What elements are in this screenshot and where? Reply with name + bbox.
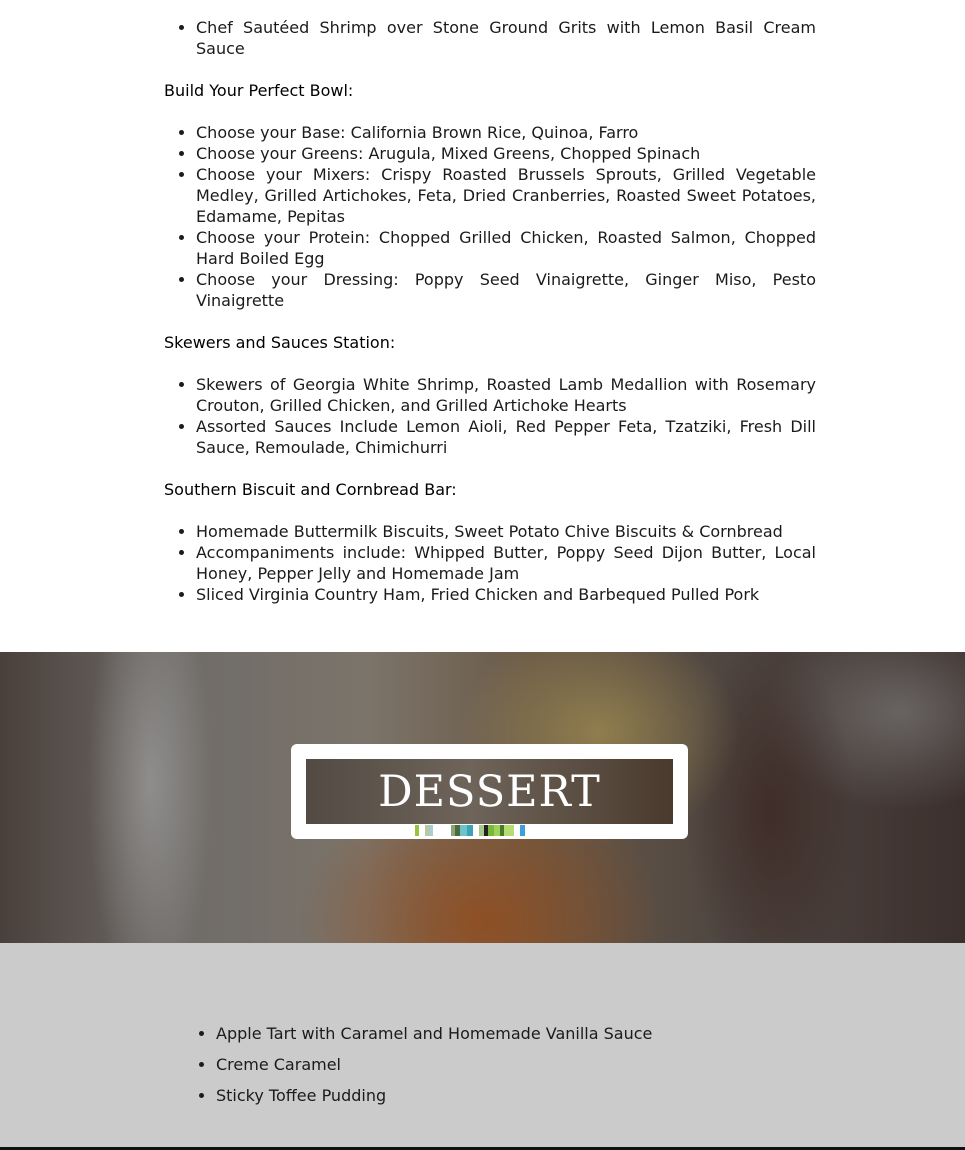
dessert-title: DESSERT <box>378 766 601 817</box>
section-heading-skewers: Skewers and Sauces Station: <box>164 333 396 352</box>
list-item: • Accompaniments include: Whipped Butter, Poppy Seed Dijon Butter, Local Honey, Pepper Jelly and Homemade Jam <box>196 542 816 584</box>
stripe <box>460 825 467 836</box>
top-menu-list <box>164 17 816 59</box>
dessert-title-box <box>306 759 673 824</box>
list-item: • Choose your Mixers: Crispy Roasted Brussels Sprouts, Grilled Vegetable Medley, Grilled Artichokes, Feta, Dried Cranberries, Roasted Sweet Potatoes, Edamame, Pepitas <box>196 164 816 227</box>
list-item: • Assorted Sauces Include Lemon Aioli, Red Pepper Feta, Tzatziki, Fresh Dill Sauce, Remoulade, Chimichurri <box>196 416 816 458</box>
list-item: • Creme Caramel <box>216 1049 652 1080</box>
list-item: • Chef Sautéed Shrimp over Stone Ground Grits with Lemon Basil Cream Sauce <box>196 17 816 59</box>
catering-menu <box>164 17 816 605</box>
stripe <box>439 825 451 836</box>
skewers-list <box>164 374 816 458</box>
list-item: • Apple Tart with Caramel and Homemade Vanilla Sauce <box>216 1018 652 1049</box>
dessert-title-frame <box>291 744 688 839</box>
bowl-list <box>164 122 816 311</box>
list-item: • Choose your Greens: Arugula, Mixed Greens, Chopped Spinach <box>196 143 816 164</box>
stripe <box>504 825 514 836</box>
section-heading-biscuit: Southern Biscuit and Cornbread Bar: <box>164 480 457 499</box>
decorative-stripes <box>412 825 567 836</box>
list-item: • Sticky Toffee Pudding <box>216 1080 652 1111</box>
list-item: • Skewers of Georgia White Shrimp, Roasted Lamb Medallion with Rosemary Crouton, Grilled Chicken, and Grilled Artichoke Hearts <box>196 374 816 416</box>
section-heading-bowl: Build Your Perfect Bowl: <box>164 81 354 100</box>
biscuit-list <box>164 521 816 605</box>
dessert-hero-banner <box>0 652 965 943</box>
list-item: • Choose your Base: California Brown Rice, Quinoa, Farro <box>196 122 816 143</box>
list-item: • Sliced Virginia Country Ham, Fried Chicken and Barbequed Pulled Pork <box>196 584 816 605</box>
dessert-list <box>184 1018 652 1111</box>
list-item: • Choose your Protein: Chopped Grilled Chicken, Roasted Salmon, Chopped Hard Boiled Egg <box>196 227 816 269</box>
stripe <box>525 825 529 836</box>
list-item: • Choose your Dressing: Poppy Seed Vinaigrette, Ginger Miso, Pesto Vinaigrette <box>196 269 816 311</box>
dessert-section <box>0 943 965 1147</box>
list-item: • Homemade Buttermilk Biscuits, Sweet Potato Chive Biscuits & Cornbread <box>196 521 816 542</box>
